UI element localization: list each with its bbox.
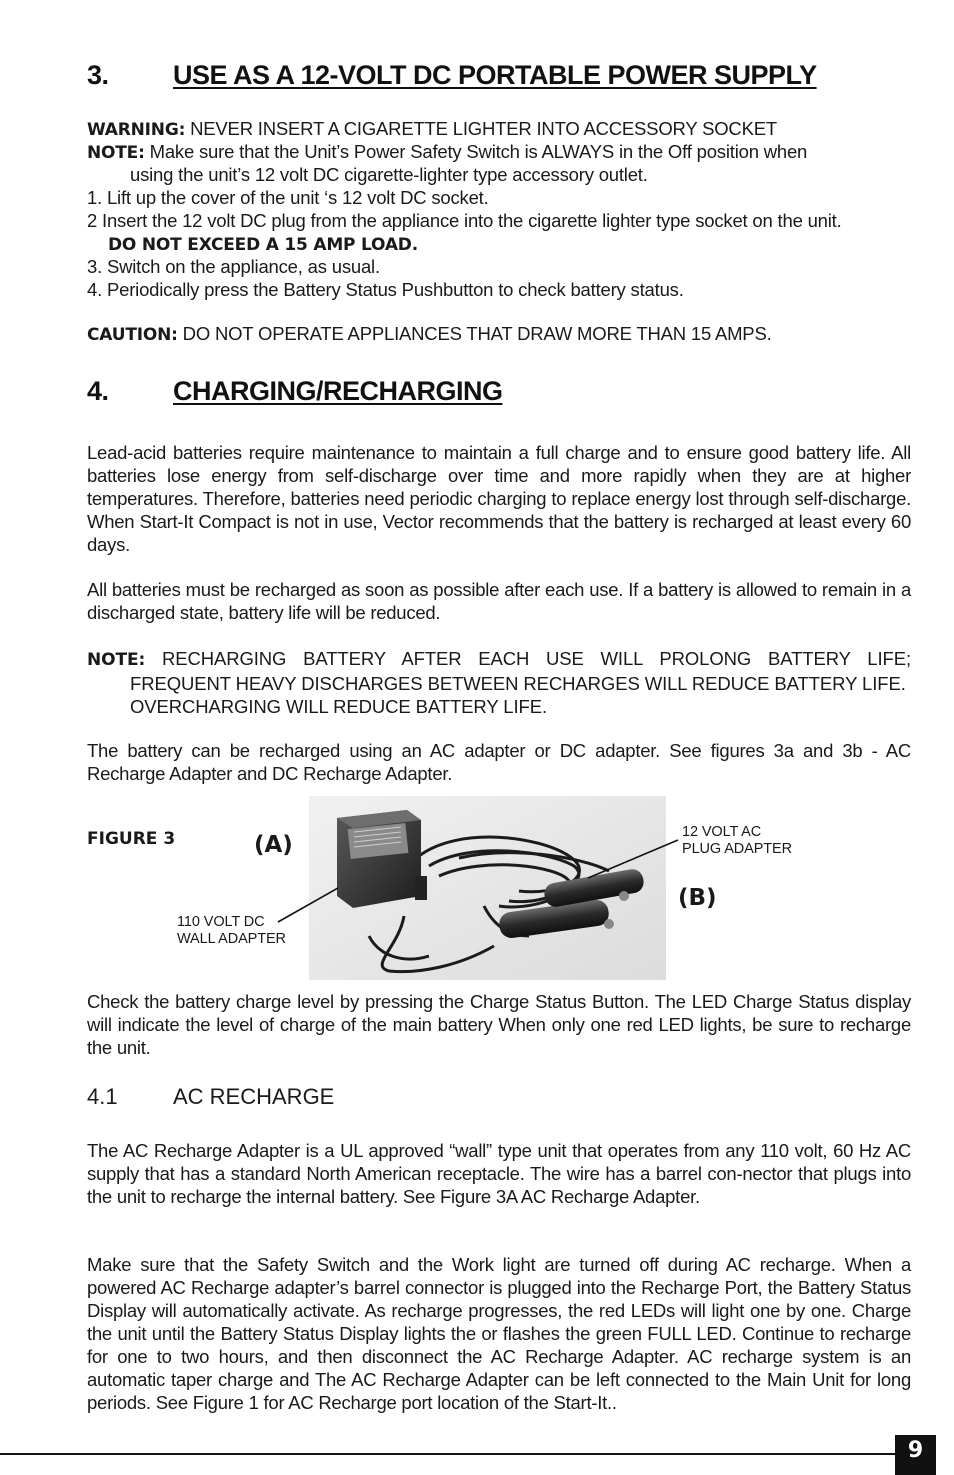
step-3: 3. Switch on the appliance, as usual. — [87, 256, 380, 277]
warning-text: NEVER INSERT A CIGARETTE LIGHTER INTO ACCESSORY SOCKET — [185, 118, 777, 139]
callout-dc-line-1: 110 VOLT DC — [177, 914, 265, 930]
note-label: NOTE: — [87, 650, 146, 670]
step-1: 1. Lift up the cover of the unit ‘s 12 volt DC socket. — [87, 187, 489, 208]
figure-label: FIGURE 3 — [87, 829, 176, 849]
paragraph-ac-adapter: The AC Recharge Adapter is a UL approved “wall” type unit that operates from any 110 volt, 60 Hz AC supply that has a standard North American receptacle. The wire has a barrel con-nector that plugs into the unit to recharge the internal battery. See Figure 3A AC Recharge Adapter. — [87, 1140, 911, 1207]
callout-line-dc — [278, 888, 338, 922]
note-line-1-text: RECHARGING BATTERY AFTER EACH USE WILL PROLONG BATTERY LIFE; — [145, 648, 911, 669]
marker-b: (B) — [678, 885, 717, 911]
step-2: 2 Insert the 12 volt DC plug from the appliance into the cigarette lighter type socket on the unit. — [87, 210, 842, 231]
paragraph-recharge-after-use: All batteries must be recharged as soon as possible after each use. If a battery is allowed to remain in a discharged state, battery life will be reduced. — [87, 579, 911, 623]
step-4: 4. Periodically press the Battery Status Pushbutton to check battery status. — [87, 279, 684, 300]
subsection-number: 4.1 — [87, 1084, 118, 1109]
marker-a: (A) — [254, 832, 293, 858]
section-title: USE AS A 12-VOLT DC PORTABLE POWER SUPPLY — [173, 60, 817, 90]
note-line-3: OVERCHARGING WILL REDUCE BATTERY LIFE. — [130, 696, 547, 717]
callout-dc-label — [177, 914, 286, 948]
note-text: Make sure that the Unit’s Power Safety Switch is ALWAYS in the Off position when — [144, 141, 808, 162]
section-title: CHARGING/RECHARGING — [173, 376, 503, 406]
callout-line-ac — [588, 840, 678, 878]
paragraph-adapters: The battery can be recharged using an AC adapter or DC adapter. See figures 3a and 3b - AC Recharge Adapter and DC Recharge Adapter. — [87, 740, 911, 784]
subsection-title: AC RECHARGE — [173, 1084, 335, 1109]
section-number: 4. — [87, 376, 109, 406]
section-number: 3. — [87, 60, 109, 90]
load-limit-text: DO NOT EXCEED A 15 AMP LOAD. — [108, 235, 418, 255]
note-label: NOTE: — [87, 143, 145, 163]
caution-label: CAUTION: — [87, 325, 178, 345]
note-continuation: using the unit’s 12 volt DC cigarette-lighter type accessory outlet. — [130, 164, 648, 185]
callout-ac-label — [682, 824, 792, 858]
callout-dc-line-2: WALL ADAPTER — [177, 931, 286, 947]
paragraph-charge-status: Check the battery charge level by pressing the Charge Status Button. The LED Charge Status display will indicate the level of charge of the main battery When only one red LED lights, be sure to recharge the unit. — [87, 991, 911, 1058]
paragraph-ac-recharge: Make sure that the Safety Switch and the Work light are turned off during AC recharge. When a powered AC Recharge adapter’s barrel connector is plugged into the Recharge Port, the Battery Status Display will automatically activate. As recharge progresses, the red LEDs will light one by one. Charge the unit until the Battery Status Display lights the or flashes the green FULL LED. Continue to recharge for one to two hours, and then disconnect the AC Recharge Adapter. AC recharge system is an automatic taper charge and The AC Recharge Adapter can be left connected to the Main Unit for long periods. See Figure 1 for AC Recharge port location of the Start-It.. — [87, 1254, 911, 1413]
footer-rule — [0, 1453, 895, 1455]
page-number: 9 — [895, 1435, 936, 1475]
warning-label: WARNING: — [87, 120, 186, 140]
note-line-2: FREQUENT HEAVY DISCHARGES BETWEEN RECHARGES WILL REDUCE BATTERY LIFE. — [130, 673, 906, 694]
callout-ac-line-2: PLUG ADAPTER — [682, 841, 792, 857]
callout-ac-line-1: 12 VOLT AC — [682, 824, 762, 840]
caution-text: DO NOT OPERATE APPLIANCES THAT DRAW MORE THAN 15 AMPS. — [177, 323, 772, 344]
paragraph-maintenance: Lead-acid batteries require maintenance to maintain a full charge and to ensure good battery life. All batteries lose energy from self-discharge over time and more rapidly when they are at higher temperatures. Therefore, batteries need periodic charging to replace energy lost through self-discharge. When Start-It Compact is not in use, Vector recommends that the battery is recharged at least every 60 days. — [87, 442, 911, 555]
